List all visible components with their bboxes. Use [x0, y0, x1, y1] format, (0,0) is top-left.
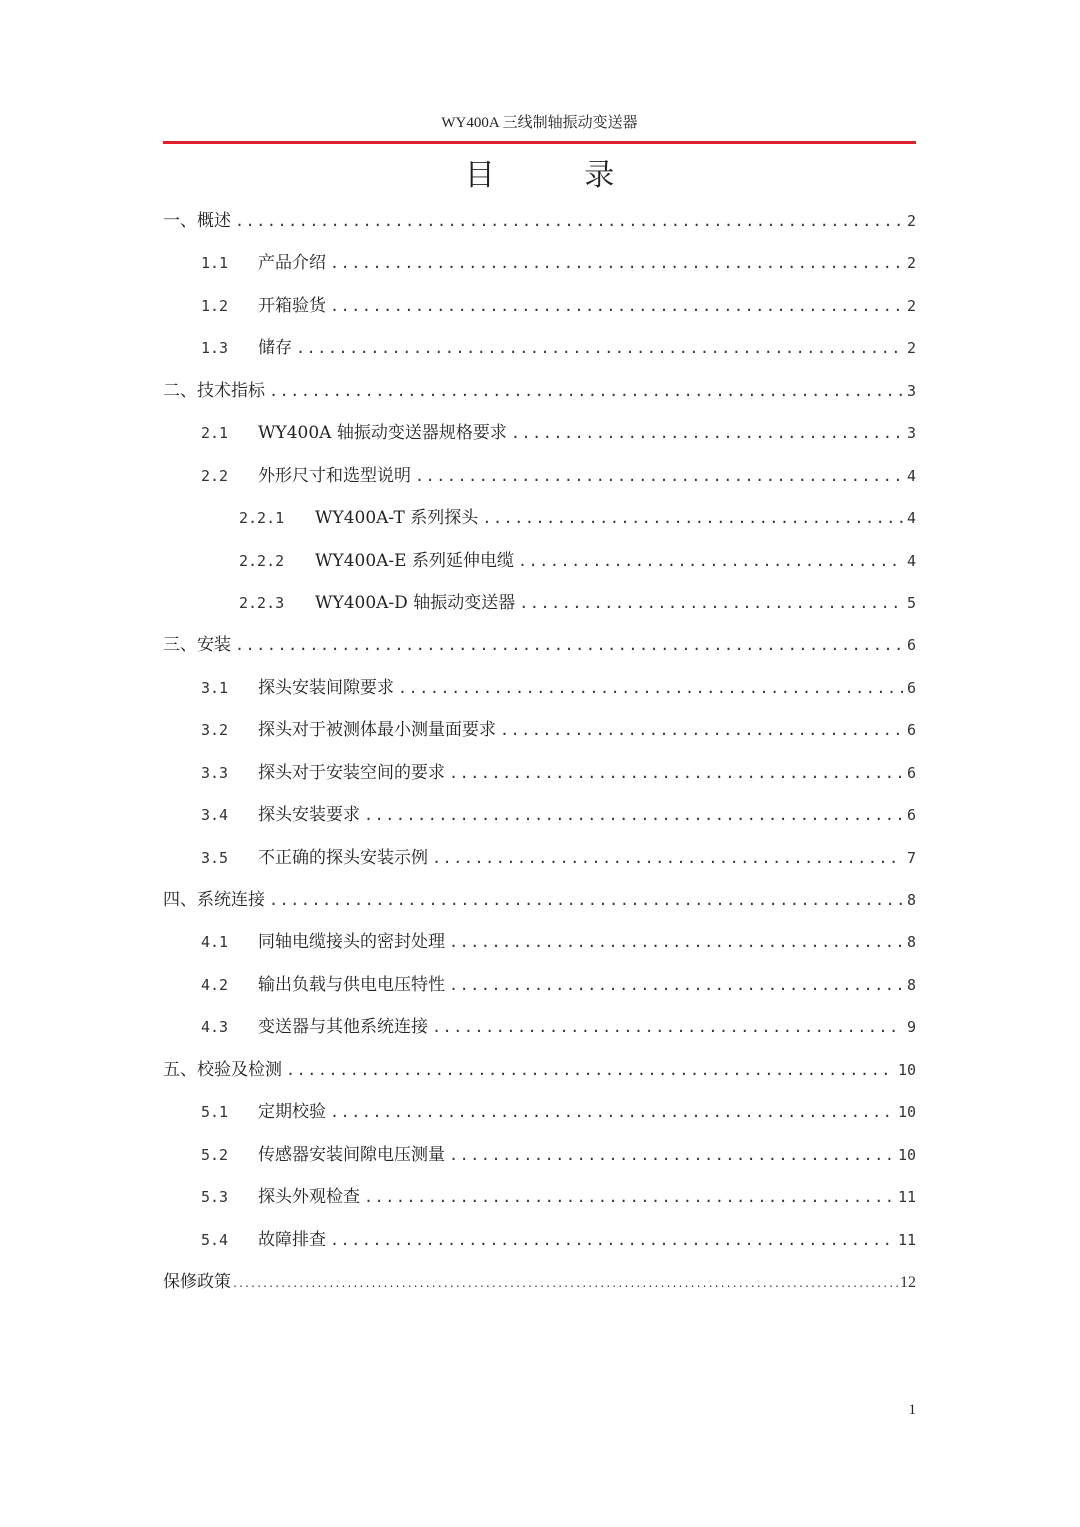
toc-entry[interactable] — [163, 497, 916, 539]
toc-entry-number: 1.1 — [201, 254, 229, 273]
toc-dot-leader — [449, 964, 903, 1006]
toc-entry-number: 3.5 — [201, 848, 229, 867]
toc-entry-page: 8 — [906, 975, 916, 994]
toc-entry-number: 4.1 — [201, 933, 229, 952]
toc-dot-leader — [269, 879, 903, 921]
page-number: 1 — [908, 1402, 916, 1418]
toc-entry[interactable] — [163, 794, 916, 836]
toc-entry-number: 3.4 — [201, 806, 229, 825]
toc-entry[interactable] — [163, 370, 916, 412]
toc-entry[interactable] — [163, 964, 916, 1006]
toc-entry-number: 3.1 — [201, 678, 229, 697]
toc-entry-page: 2 — [906, 339, 916, 358]
toc-entry-number: 5.4 — [201, 1230, 229, 1249]
toc-entry[interactable] — [163, 1134, 916, 1176]
toc-entry-page: 3 — [906, 381, 916, 400]
toc-entry-number: 3.2 — [201, 721, 229, 740]
toc-entry-page: 9 — [906, 1018, 916, 1037]
toc-entry-title: 探头外观检查 — [258, 1187, 360, 1208]
toc-entry-page: 7 — [906, 848, 916, 867]
toc-entry[interactable] — [163, 200, 916, 242]
toc-dot-leader — [286, 1049, 894, 1091]
toc-dot-leader — [296, 327, 903, 369]
toc-entry-title: 传感器安装间隙电压测量 — [258, 1144, 445, 1165]
toc-dot-leader — [330, 1091, 894, 1133]
toc-entry-page: 10 — [897, 1060, 916, 1079]
toc-dot-leader — [235, 200, 903, 242]
toc-entry-title: 三、安装 — [163, 635, 231, 656]
toc-entry-title: 二、技术指标 — [163, 380, 265, 401]
header-rule — [163, 141, 916, 144]
toc-entry-number: 5.3 — [201, 1188, 229, 1207]
toc-entry-number: 2.2.3 — [239, 593, 285, 612]
toc-entry-title: 开箱验货 — [258, 295, 326, 316]
toc-entry-page: 5 — [906, 593, 916, 612]
toc-entry-title: 定期校验 — [258, 1102, 326, 1123]
toc-entry-page: 11 — [897, 1188, 916, 1207]
toc-dot-leader — [500, 709, 903, 751]
toc-entry-page: 8 — [906, 933, 916, 952]
toc-dot-leader — [364, 1176, 894, 1218]
toc-entry-page: 6 — [906, 678, 916, 697]
toc-dot-leader — [482, 497, 903, 539]
toc-entry[interactable] — [163, 837, 916, 879]
toc-dot-leader — [432, 837, 903, 879]
toc-entry[interactable] — [163, 921, 916, 963]
toc-entry[interactable] — [163, 327, 916, 369]
toc-entry-title: 外形尺寸和选型说明 — [258, 465, 411, 486]
toc-entry-title: 保修政策 — [163, 1271, 231, 1292]
toc-entry-page: 11 — [897, 1230, 916, 1249]
toc-entry[interactable] — [163, 1219, 916, 1261]
toc-entry-number: 1.3 — [201, 339, 229, 358]
toc-entry[interactable] — [163, 1091, 916, 1133]
toc-entry-title: WY400A-E 系列延伸电缆 — [315, 550, 514, 571]
toc-entry-page: 2 — [906, 296, 916, 315]
toc-entry[interactable] — [163, 540, 916, 582]
toc-title: 目 录 — [464, 158, 655, 193]
toc-entry-number: 2.2 — [201, 466, 229, 485]
toc-dot-leader — [330, 285, 903, 327]
toc-entry-number: 4.2 — [201, 975, 229, 994]
toc-entry-page: 6 — [906, 636, 916, 655]
toc-entry[interactable] — [163, 1049, 916, 1091]
toc-entry-title: 输出负载与供电电压特性 — [258, 974, 445, 995]
toc-entry-title: 储存 — [258, 338, 292, 359]
toc-entry-title: WY400A 轴振动变送器规格要求 — [258, 423, 507, 444]
toc-entry[interactable] — [163, 285, 916, 327]
toc-entry[interactable] — [163, 1006, 916, 1048]
toc-entry[interactable] — [163, 709, 916, 751]
toc-entry-number: 3.3 — [201, 763, 229, 782]
toc-dot-leader — [518, 540, 903, 582]
toc-entry-page: 10 — [897, 1103, 916, 1122]
toc-entry[interactable] — [163, 412, 916, 454]
toc-dot-leader — [449, 1134, 894, 1176]
toc-entry[interactable] — [163, 752, 916, 794]
running-header: WY400A 三线制轴振动变送器 — [441, 115, 638, 131]
toc-entry-title: WY400A-T 系列探头 — [315, 508, 479, 529]
toc-entry-page: 2 — [906, 212, 916, 230]
toc-entry-number: 2.2.2 — [239, 551, 285, 570]
toc-dot-leader — [432, 1006, 903, 1048]
toc-entry-title: 变送器与其他系统连接 — [258, 1017, 428, 1038]
toc-entry-page: 2 — [906, 254, 916, 273]
toc-dot-leader — [364, 794, 903, 836]
toc-entry-title: WY400A-D 轴振动变送器 — [315, 592, 516, 613]
toc-entry-number: 4.3 — [201, 1018, 229, 1037]
toc-entry-number: 1.2 — [201, 296, 229, 315]
toc-entry-number: 2.1 — [201, 424, 229, 443]
toc-entry[interactable] — [163, 242, 916, 284]
toc-entry-title: 探头对于安装空间的要求 — [258, 762, 445, 783]
toc-entry-page: 6 — [906, 721, 916, 740]
toc-entry-number: 5.2 — [201, 1145, 229, 1164]
toc-dot-leader — [511, 412, 903, 454]
toc-entry[interactable] — [163, 582, 916, 624]
toc-entry-title: 五、校验及检测 — [163, 1059, 282, 1080]
toc-dot-leader — [232, 1264, 899, 1306]
toc-entry-page: 4 — [906, 551, 916, 570]
toc-dot-leader — [519, 582, 903, 624]
toc-entry-title: 探头安装要求 — [258, 805, 360, 826]
toc-entry-page: 10 — [897, 1145, 916, 1164]
toc-entry-title: 不正确的探头安装示例 — [258, 847, 428, 868]
toc-entry[interactable] — [163, 455, 916, 497]
toc-dot-leader — [449, 752, 903, 794]
toc-entry-page: 4 — [906, 466, 916, 485]
toc-entry-page: 12 — [900, 1273, 916, 1291]
toc-entry-title: 同轴电缆接头的密封处理 — [258, 932, 445, 953]
toc-entry[interactable] — [163, 1176, 916, 1218]
toc-entry-title: 四、系统连接 — [163, 890, 265, 910]
toc-entry[interactable] — [163, 624, 916, 666]
toc-entry-title: 产品介绍 — [258, 253, 326, 274]
toc-entry-title: 探头对于被测体最小测量面要求 — [258, 720, 496, 741]
toc-dot-leader — [330, 1219, 894, 1261]
toc-entry-title: 探头安装间隙要求 — [258, 677, 394, 698]
toc-entry-number: 5.1 — [201, 1103, 229, 1122]
toc-dot-leader — [235, 624, 903, 666]
toc-entry[interactable] — [163, 1261, 916, 1303]
toc-entry-title: 故障排查 — [258, 1229, 326, 1250]
toc-entry-page: 6 — [906, 806, 916, 825]
toc-entry-page: 6 — [906, 763, 916, 782]
toc-dot-leader — [330, 242, 903, 284]
toc-dot-leader — [449, 921, 903, 963]
toc-entry-number: 2.2.1 — [239, 509, 285, 528]
toc-entry-page: 3 — [906, 424, 916, 443]
toc-entry-title: 一、概述 — [163, 211, 231, 231]
toc-dot-leader — [398, 667, 903, 709]
toc-entry-page: 8 — [906, 891, 916, 909]
toc-entry-page: 4 — [906, 509, 916, 528]
toc-dot-leader — [269, 370, 903, 412]
toc-entry[interactable] — [163, 667, 916, 709]
toc-entry[interactable] — [163, 879, 916, 921]
table-of-contents — [163, 200, 916, 1303]
toc-dot-leader — [415, 455, 903, 497]
